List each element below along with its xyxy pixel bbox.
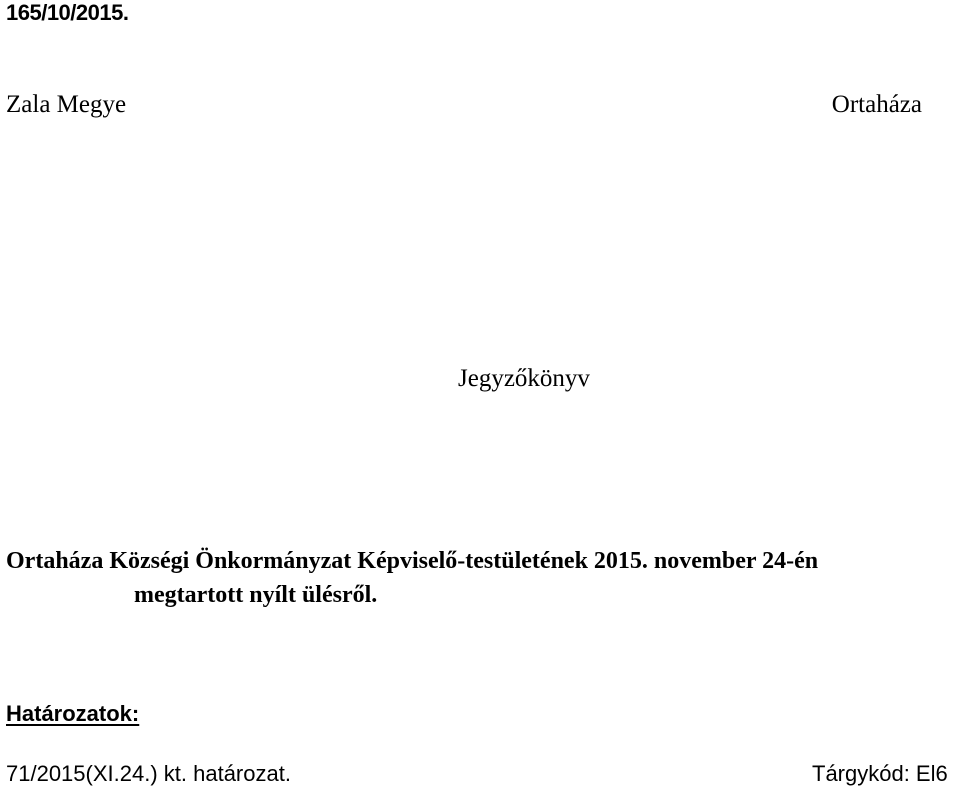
document-subject-line-2: megtartott nyílt ülésről. [134,582,378,608]
resolutions-heading: Határozatok: [6,701,140,726]
resolution-id: 71/2015(XI.24.) kt. határozat. [6,761,291,786]
document-subject-line-1: Ortaháza Községi Önkormányzat Képviselő-testületének 2015. november 24-én [6,548,819,574]
document-title: Jegyzőkönyv [458,365,590,392]
resolution-subject-code: Tárgykód: El6 [812,761,948,786]
settlement-name: Ortaháza [831,91,922,118]
reference-number: 165/10/2015. [6,0,129,25]
county-name: Zala Megye [6,91,127,118]
